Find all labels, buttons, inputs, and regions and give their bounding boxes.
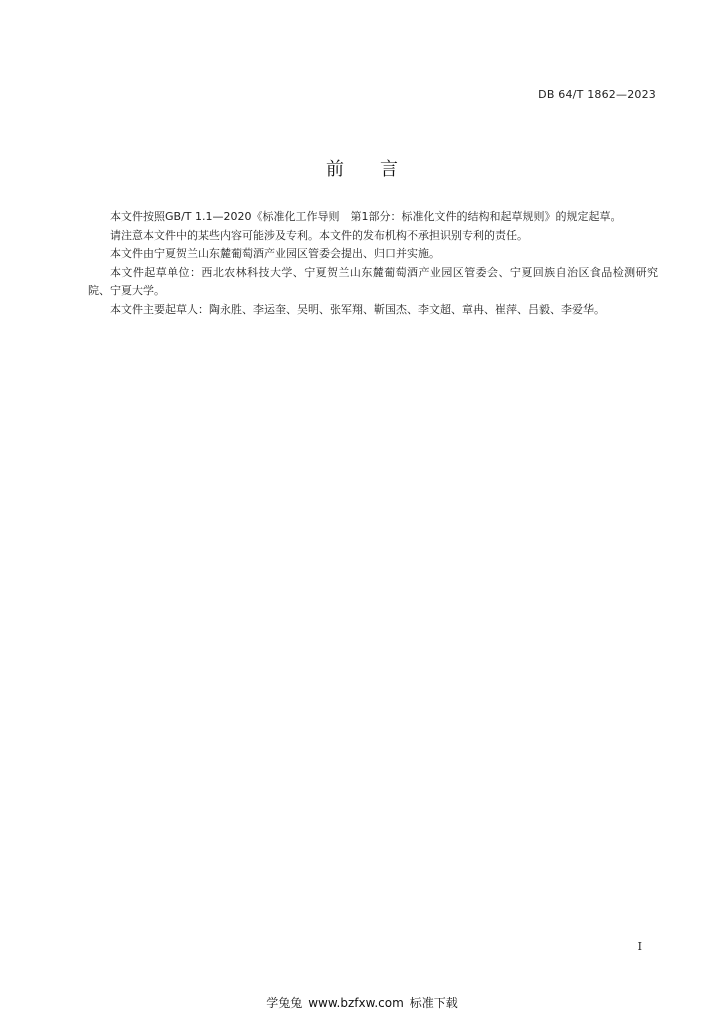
page-number: I [637, 940, 642, 953]
document-code: DB 64/T 1862—2023 [538, 88, 656, 101]
footer-tagline: 标准下载 [409, 996, 458, 1010]
footer-watermark [0, 994, 724, 1011]
paragraph-proposer: 本文件由宁夏贺兰山东麓葡萄酒产业园区管委会提出、归口并实施。 [110, 247, 440, 260]
paragraph-drafters: 本文件主要起草人：陶永胜、李运奎、吴明、张军翔、靳国杰、李文超、章冉、崔萍、吕毅、李爱华。 [110, 302, 605, 316]
footer-url[interactable]: www.bzfxw.com [308, 996, 404, 1010]
paragraph-drafting-rules: 本文件按照GB/T 1.1—2020《标准化工作导则 第1部分：标准化文件的结构和起草规则》的规定起草。 [110, 210, 622, 223]
foreword-body [88, 208, 658, 319]
footer-site-name: 学兔兔 [266, 996, 303, 1010]
section-title: 前言 [326, 159, 434, 180]
paragraph-patent-notice: 请注意本文件中的某些内容可能涉及专利。本文件的发布机构不承担识别专利的责任。 [110, 228, 528, 242]
paragraph-drafting-units: 本文件起草单位：西北农林科技大学、宁夏贺兰山东麓葡萄酒产业园区管委会、宁夏回族自治区食品检测研究院、宁夏大学。 [88, 265, 658, 297]
